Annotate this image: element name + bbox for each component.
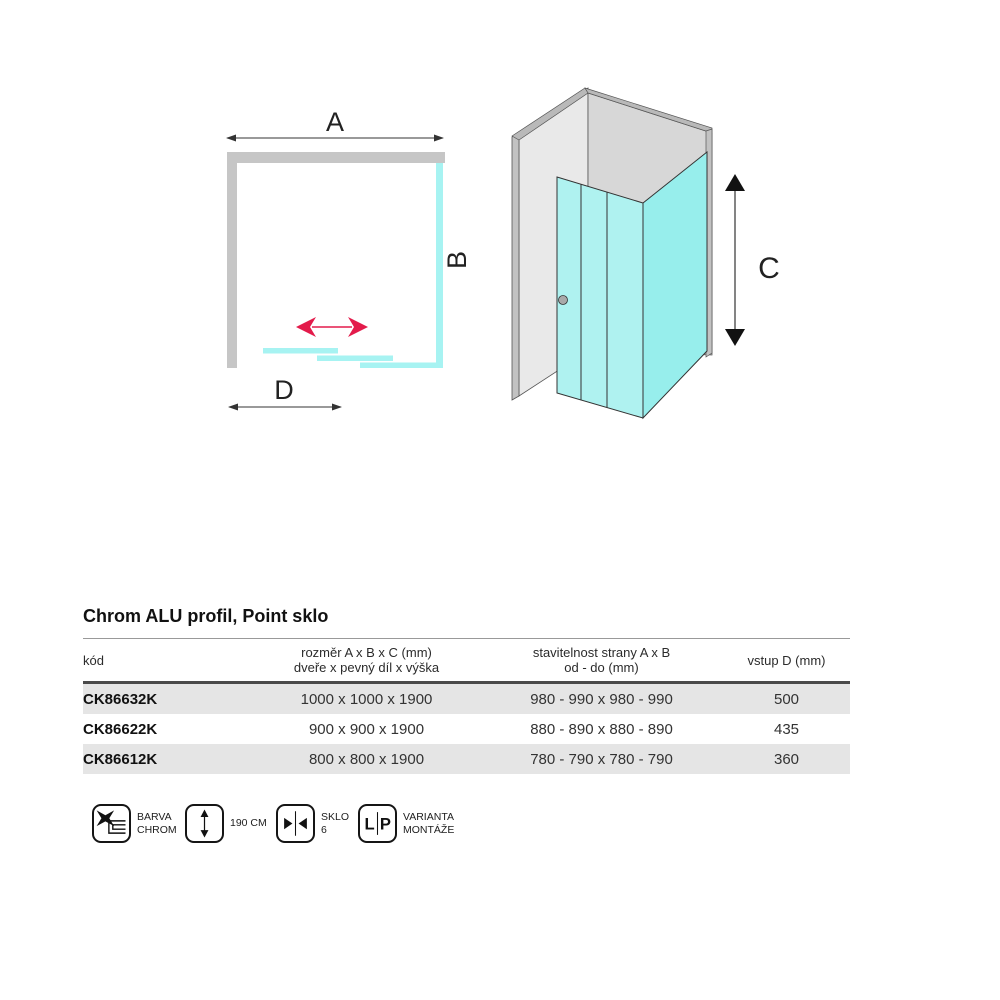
variant-letter-right: P xyxy=(379,814,391,834)
badge-barva-chrom xyxy=(92,804,177,843)
slide-direction-arrow xyxy=(296,317,368,337)
cell-vstup: 435 xyxy=(773,720,800,738)
top-view-diagram xyxy=(200,90,480,420)
height-arrow-icon xyxy=(185,804,224,843)
door-knob xyxy=(559,296,568,305)
spec-table xyxy=(83,638,850,774)
badge-label-line1: 190 CM xyxy=(230,817,267,829)
table-row xyxy=(83,684,850,714)
sliding-door-segments xyxy=(263,348,443,368)
badge-height xyxy=(185,804,267,843)
cell-rozmer: 800 x 800 x 1900 xyxy=(308,750,425,768)
cell-kod: CK86612K xyxy=(83,750,158,768)
table-header-row xyxy=(83,639,850,681)
top-wall-profile xyxy=(227,152,445,163)
table-row xyxy=(83,714,850,744)
cell-stavitelnost: 880 - 890 x 880 - 890 xyxy=(530,720,673,738)
col-header-stavitelnost-line2: od - do (mm) xyxy=(564,660,639,675)
cell-stavitelnost: 980 - 990 x 980 - 990 xyxy=(530,690,673,708)
table-row xyxy=(83,744,850,774)
col-header-vstup: vstup D (mm) xyxy=(747,652,826,668)
badge-label-line2: 6 xyxy=(321,823,327,836)
cell-stavitelnost: 780 - 790 x 780 - 790 xyxy=(530,750,673,768)
col-header-rozmer-line2: dveře x pevný díl x výška xyxy=(293,660,440,675)
cell-rozmer: 1000 x 1000 x 1900 xyxy=(300,690,433,708)
cell-vstup: 360 xyxy=(773,750,800,768)
col-header-rozmer-line1: rozměr A x B x C (mm) xyxy=(301,645,432,660)
iso-view-diagram xyxy=(495,75,815,445)
cell-kod: CK86632K xyxy=(83,690,158,708)
left-wall-edge xyxy=(512,133,519,400)
badge-varianta xyxy=(358,804,454,843)
cell-kod: CK86622K xyxy=(83,720,158,738)
label-c: C xyxy=(758,252,780,285)
chrome-color-icon xyxy=(92,804,131,843)
col-header-stavitelnost xyxy=(480,645,723,675)
variant-letter-left: L xyxy=(364,814,375,834)
feature-badges xyxy=(0,804,1000,844)
col-header-stavitelnost-line1: stavitelnost strany A x B xyxy=(532,645,671,660)
glass-thickness-icon xyxy=(276,804,315,843)
sliding-door-panel xyxy=(557,177,643,418)
label-b: B xyxy=(442,250,472,270)
cell-vstup: 500 xyxy=(773,690,800,708)
badge-label xyxy=(403,811,454,837)
badge-label xyxy=(230,817,267,830)
badge-sklo xyxy=(276,804,349,843)
badge-label-line1: VARIANTA xyxy=(403,810,454,823)
left-wall-profile xyxy=(227,152,237,368)
section-title: Chrom ALU profil, Point sklo xyxy=(83,606,329,626)
badge-label xyxy=(137,811,177,837)
label-a: A xyxy=(325,107,345,137)
badge-label-line1: BARVA xyxy=(137,810,172,823)
label-d: D xyxy=(274,375,294,405)
badge-label-line1: SKLO xyxy=(321,810,350,823)
col-header-rozmer xyxy=(253,645,480,675)
badge-label-line2: CHROM xyxy=(137,823,177,836)
cell-rozmer: 900 x 900 x 1900 xyxy=(308,720,425,738)
col-header-kod: kód xyxy=(83,652,104,668)
dimension-c-arrow xyxy=(725,174,745,346)
badge-label xyxy=(321,811,349,837)
mount-variant-icon xyxy=(358,804,397,843)
badge-label-line2: MONTÁŽE xyxy=(403,823,455,836)
